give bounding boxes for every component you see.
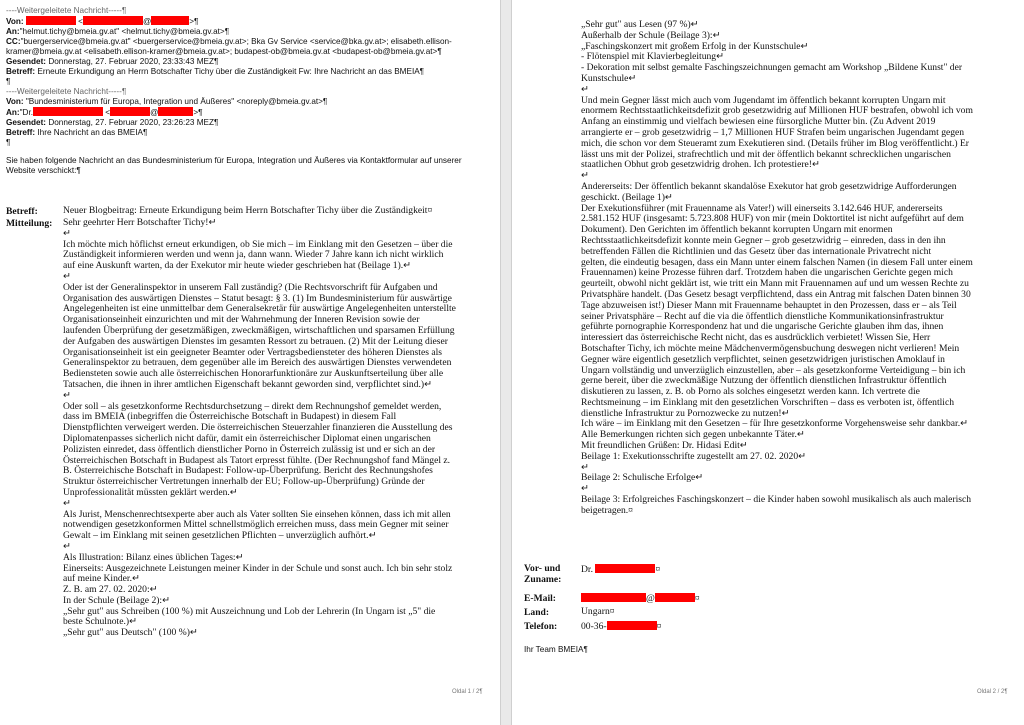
text-line: 2.581.152 HUF (insgesamt: 5.723.808 HUF) von mir (mein Doktortitel ist nicht aufgeführt auf dem — [581, 213, 964, 225]
text-line: Ungarn vollständig und unverzüglich einzustellen, aber – als gesetzkonforme Verteidigung – bin ich — [581, 364, 966, 376]
message-body-continued — [581, 20, 1011, 517]
text-line: Anfang an einstimmig und vielfach bewiesen eine fürsorgliche Mutter bin. (Zu Advent 2019 — [581, 116, 936, 128]
page-footer: Oldal 1 / 2¶ — [452, 689, 483, 695]
text-line: Ich wäre – im Einklang mit den Gesetzen – für Ihre gesetzkonforme Vorgehensweise sehr dankbar.↵ — [581, 418, 969, 430]
team-signature: Ihr Team BMEIA¶ — [524, 645, 588, 654]
text-line: Polizisten einredet, dass öffentlich dienstlicher Porno in Österreich zulässig ist und er sich an der — [63, 443, 436, 455]
text-line: B. Österreichische Botschaft in Budapest: Follow-up-Überprüfung. Bericht des Rechnungshofes — [63, 465, 433, 477]
text-line: gerne bereit, über die zweckmäßige Nutzung der öffentlich dienstlichen Infrastruktur öffentlich — [581, 375, 947, 387]
from-row: Von: < @ >¶ — [6, 17, 199, 26]
text-line: Mit freundlichen Grüßen: Dr. Hidasi Edit↵ — [581, 440, 748, 452]
text-line: beigetragen.¤ — [581, 504, 633, 516]
text-line: Z. B. am 27. 02. 2020:↵ — [63, 584, 158, 596]
text-line: „Sehr gut" aus Deutsch" (100 %)↵ — [63, 627, 198, 639]
text-line: Frauennamen) keine Prozesse führen darf. Trotzdem haben die ungarischen Gerichte gegen mich — [581, 267, 953, 279]
text-line: Österreichischen Botschaft in Budapest als Tatort erpresst fühlte. (Der Rechnungshof fand Mängel z. — [63, 454, 451, 466]
text-line: ↵ — [63, 270, 72, 282]
text-line: ↵ — [63, 227, 72, 239]
text-line: Beilage 1: Exekutionsschrifte zugestellt am 27. 02. 2020↵ — [581, 450, 807, 462]
text-line: ↵ — [63, 540, 72, 552]
text-line: Dokument). Den Gerichten im öffentlich bekannt korrupten Ungarn mit enormen — [581, 224, 893, 236]
text-line: Sehr geehrter Herr Botschafter Tichy!↵ — [63, 217, 217, 228]
cc-row-cont: kramer@bmeia.gv.at <elisabeth.ellison-kramer@bmeia.gv.at>; budapest-ob@bmeia.gv.at <budapest-ob@bmeia.gv.at>¶ — [6, 47, 442, 56]
text-line: notwendigen gesetzkonformen Mittel schnellstmöglich erreichen muss, dass mein Gegner mit seiner — [63, 519, 449, 531]
redaction — [110, 107, 150, 116]
text-line: Organisation des auswärtigen Dienstes – Statut besagt: § 3. (1) Im Bundesministerium für auswärtige — [63, 292, 452, 304]
text-line: Als Jurist, Menschenrechtsexperte aber auch als Vater sollten Sie einsehen können, dass ich mit allen — [63, 508, 451, 520]
text-line: „Sehr gut" aus Lesen (97 %)↵ — [581, 19, 699, 30]
document-page-2 — [512, 0, 1024, 725]
text-line: Generalinspektor zu betrauen, dem gegenüber alle im Bereich des auswärtigen Dienstes verwendeten — [63, 357, 452, 369]
redaction — [595, 564, 655, 573]
text-line: arrangierte er – grob gesetzwidrig – 1,7 Millionen HUF Strafen beim ungarischen Jugendamt gegen — [581, 126, 965, 138]
text-line: lässt uns mit der Polizei, strafrechtlich und mit der öffentlich bekannt schrecklichen ungarischen — [581, 148, 951, 160]
redaction — [581, 593, 646, 602]
text-line: Oder ist der Generalinspektor in unserem Fall zuständig? (Die Rechtsvorschrift für Aufgaben und — [63, 281, 438, 293]
text-line: diskutieren zu lassen, z. B. ob Porno als solches eingesetzt werden kann. Ich vertrete die — [581, 386, 920, 398]
from-row: Von: "Bundesministerium für Europa, Integration und Äußeres" <noreply@bmeia.gv.at>¶ — [6, 97, 328, 106]
text-line: Organisationseinheit einzurichten und mit der Wahrnehmung der Inneren Revision sowie der — [63, 314, 420, 326]
redaction — [158, 107, 193, 116]
redaction — [655, 593, 695, 602]
text-line: ↵ — [581, 483, 590, 495]
text-line: - Dekoration mit selbst gemalte Faschingszeichnungen gemacht am Workshop „Bildene Kunst" der — [581, 62, 963, 74]
text-line: Angelegenheiten ist eine unmittelbar dem Generalsekretär für auswärtige Angelegenheiten unterstellte — [63, 303, 456, 315]
text-line: Gewalt – im Einklang mit seinen gesetzlichen Pflichten – unverzüglich aufhört.↵ — [63, 530, 377, 542]
sent-row: Gesendet: Donnerstag, 27. Februar 2020, 23:26:23 MEZ¶ — [6, 118, 219, 127]
name-value: Dr. ¤ — [581, 564, 661, 575]
text-line: Tage abzuweisen ist!) Dieser Mann mit Frauenname behauptet in den Prozessen, dass er – als Teil — [581, 299, 957, 311]
text-line: ↵ — [63, 389, 72, 401]
text-line: staatlichen Obhut grob gesetzwidrig drohen. Ich protestiere!↵ — [581, 159, 821, 171]
text-line: Struktur österreichischer Vertretungen innerhalb der EU; Follow-up-Überprüfung) Gründe der — [63, 476, 425, 488]
text-line: Organisationseinheit ist ein geeigneter Beamter oder Vertragsbediensteter des höheren Dienstes als — [63, 346, 443, 358]
redaction — [33, 107, 103, 116]
text-line: enormem Rechtsstaatlichkeitsdefizit grob gesetzwidrig auf Millionen HUF bestrafen, obwohl ich vom — [581, 105, 973, 117]
text-line: Oder soll – als gesetzkonforme Rechtsdurchsetzung – direkt dem Rechnungshof gemeldet werden, — [63, 400, 442, 412]
text-line: Beilage 3: Erfolgreiches Faschingskonzert – die Kinder haben sowohl musikalisch als auch malerisch — [581, 494, 972, 506]
text-line: seiner Privatsphäre – Recht auf die via die öffentlich dienstliche Kommunikationsinfrastruktur — [581, 310, 944, 322]
text-line: ↵ — [581, 170, 590, 182]
text-line: Als Illustration: Bilanz eines üblichen Tages:↵ — [63, 551, 244, 563]
text-line: Kunstschule↵ — [581, 72, 637, 84]
sent-row: Gesendet: Donnerstag, 27. Februar 2020, 23:33:43 MEZ¶ — [6, 57, 219, 66]
page-footer: Oldal 2 / 2¶ — [977, 689, 1008, 695]
to-row: An:"Dr. < @ >¶ — [6, 108, 203, 117]
text-line: geschickt. (Beilage 1)↵ — [581, 191, 673, 203]
text-line: gelten, die eindeutig besagen, dass ein Mann unter einem falschen Namen (in diesem Fall unter einem — [581, 256, 973, 268]
text-line: Ich möchte mich höflichst erneut erkundigen, ob Sie mich – im Einklang mit den Gesetzen – über die — [63, 238, 453, 250]
text-line: Einerseits: Ausgezeichnete Leistungen meiner Kinder in der Schule und sonst auch. Ich bin sehr stolz — [63, 562, 453, 574]
text-line: laufenden Überprüfung der gesetzmäßigen, zweckmäßigen, wirtschaftlichen und sparsamen Erfüllung — [63, 324, 455, 336]
text-line: Der Exekutionsführer (mit Frauenname als Vater!) will einerseits 3.142.646 HUF, andererseits — [581, 202, 943, 214]
text-line: geführte pornographie Korrespondenz hat und die ungarische Gerichte glauben ihm das, ihnen — [581, 321, 944, 333]
text-line: Gegner wäre eigentlich gesetzlich verpflichtet, seinen gesetzwidrigen juristischen Amoklauf in — [581, 353, 945, 365]
message-body — [63, 218, 493, 639]
intro-text: Website verschickt:¶ — [6, 166, 81, 175]
subject-label: Betreff: — [6, 206, 38, 217]
redaction — [83, 16, 143, 25]
cc-row: CC:"buergerservice@bmeia.gv.at" <buergerservice@bmeia.gv.at>; Bka Gv Service <service@bka.gv.at>; elisabeth.ellison- — [6, 37, 452, 46]
country-label: Land: — [524, 607, 550, 618]
text-line: Zuständigkeit informieren werden und wenn ja, dann wann. Wieder 7 Jahre kann ich nicht wirklich — [63, 249, 444, 261]
contact-table — [524, 564, 579, 587]
text-line: auf meine Kinder.↵ — [63, 573, 141, 585]
email-value: @ ¤ — [581, 593, 700, 605]
forward-header: ----Weitergeleitete Nachricht-----¶ — [6, 87, 127, 96]
text-line: Dienstpflichten verweigert werden. Die österreichischen Steuerzahler finanzieren die Ausstellung des — [63, 422, 453, 434]
intro-text: Sie haben folgende Nachricht an das Bundesministerium für Europa, Integration und Äußeres via Kontaktformular auf unserer — [6, 156, 462, 165]
text-line: ↵ — [581, 461, 590, 473]
phone-value: 00-36- ¤ — [581, 621, 662, 632]
email-headers-1: ----Weitergeleitete Nachricht-----¶ Von: < @ >¶ An:"helmut.tichy@bmeia.gv.at" <helmut.tichy@bmeia.gv.at>¶ CC:"buergerservice@bmeia.gv.at" <buergerservice@bmeia.gv.at>; Bka Gv Service <service@bka.gv.at>; elisabeth.ellison- kramer@bmeia.gv.at <elisabeth.ellison-kramer@bmeia.gv.at>; budapest-ob@bmeia.gv.at <budapest-ob@bmeia.gv.at>¶ Gesendet: Donnerstag, 27. Februar 2020, 23:33:43 MEZ¶ Betreff: Erneute Erkundigung an Herrn Botschafter Tichy über die Zuständigkeit Fw: Ihre Nachricht an das BMEIA¶ ¶ ----Weitergeleitete Nachricht-----¶ Von: "Bundesministerium für Europa, Integration und Äußeres" <noreply@bmeia.gv.at>¶ An:"Dr. < @ >¶ Gesendet: Donnerstag, 27. Februar 2020, 23:26:23 MEZ¶ Betreff: Ihre Nachricht an das BMEIA¶ ¶ Sie haben folgende Nachricht an das Bundesministerium für Europa, Integration und Äußeres via Kontaktformular auf unserer Website verschickt:¶ — [6, 6, 462, 175]
text-line: der Aufgaben des auswärtigen Dienstes im gesamten Ressort zu betrauen. (2) Mit der Leitung dieser — [63, 335, 448, 347]
text-line: geurteilt, obwohl nicht geklärt ist, wie tritt ein Mann mit Frauennamen auf und um wessen Rechte zu — [581, 278, 969, 290]
text-line: beste Schulnote.)↵ — [63, 616, 138, 628]
text-line: Unprofessionalität müssten geklärt werden.↵ — [63, 486, 238, 498]
text-line: betreffenden Fällen die Richtlinien und das Gesetz über das internationale Privatrecht nicht — [581, 245, 932, 257]
text-line: dienstliche Infrastruktur zu Pornozwecke zu nutzen!↵ — [581, 407, 790, 419]
redaction — [26, 16, 76, 25]
to-row: An:"helmut.tichy@bmeia.gv.at" <helmut.tichy@bmeia.gv.at>¶ — [6, 27, 230, 36]
text-line: „Sehr gut" aus Schreiben (100 %) mit Auszeichnung und Lob der Lehrerin (In Ungarn ist „5" die — [63, 605, 436, 617]
subject-row: Betreff: Erneute Erkundigung an Herrn Botschafter Tichy über die Zuständigkeit Fw: Ihre Nachricht an das BMEIA¶ — [6, 67, 425, 76]
text-line: Botschafter Tichy, ich möchte meine Mädchenvermögensbuchung deswegen nicht verlieren! Mein — [581, 342, 960, 354]
redaction — [151, 16, 189, 25]
text-line: ↵ — [63, 497, 72, 509]
text-line: Alle Bemerkungen richten sich gegen unbekannte Täter.↵ — [581, 429, 805, 441]
text-line: Tatsachen, die ihnen in ihrer amtlichen Eigenschaft bekannt geworden sind, verpflichtet sind.)↵ — [63, 378, 433, 390]
message-label: Mitteilung: — [6, 218, 53, 229]
text-line: Bediensteten sowie auch alle österreichischen Honorarfunktionäre zur Auskunftserteilung über alle — [63, 368, 444, 380]
text-line: auf eine Auskunft warten, da der Exekutor mir heute wieder geschrieben hat (Beilage 1).↵ — [63, 260, 412, 272]
text-line: Diplomatenpasses sicherlich nicht dafür, damit ein österreichischer Diplomat einen ungarischen — [63, 432, 431, 444]
country-value: Ungarn¤ — [581, 606, 615, 617]
phone-label: Telefon: — [524, 621, 558, 632]
text-line: „Faschingskonzert mit großem Erfolg in der Kunstschule↵ — [581, 40, 809, 52]
subject-value: Neuer Blogbeitrag: Erneute Erkundigung beim Herrn Botschafter Tichy über die Zuständigkeit¤ — [63, 205, 433, 216]
text-line: Außerhalb der Schule (Beilage 3):↵ — [581, 29, 721, 41]
text-line: Privatsphäre handelt. (Das Gesetz besagt verpflichtend, dass ein Antrag mit falschen Daten binnen 30 — [581, 288, 971, 300]
text-line: Andererseits: Der öffentlich bekannt skandalöse Exekutor hat grob gesetzwidrige Aufforderungen — [581, 180, 957, 192]
text-line: mich, die schon vor dem Steueramt zum Exekutieren sind. (Details früher im Blog veröffentlicht.) Er — [581, 137, 969, 149]
text-line: Beilage 2: Schulische Erfolge↵ — [581, 472, 704, 484]
text-line: In der Schule (Beilage 2):↵ — [63, 594, 171, 606]
text-line: ↵ — [581, 83, 590, 95]
text-line: dass im BMEIA (inbegriffen die Österreichische Botschaft in Budapest) in diesem Fall — [63, 411, 397, 423]
text-line: - Flötenspiel mit Klavierbegleitung↵ — [581, 51, 725, 63]
forward-header: ----Weitergeleitete Nachricht-----¶ — [6, 6, 127, 15]
text-line: Und mein Gegner lässt mich auch vom Jugendamt im öffentlich bekannt korrupten Ungarn mit — [581, 94, 946, 106]
text-line: Rechtsmeinung – im Einklang mit den gesetzlichen Vorschriften – dass es verboten ist, öffentlich — [581, 396, 955, 408]
redaction — [607, 621, 657, 630]
name-label: Vor- und Zuname: — [524, 563, 562, 585]
text-line: interessiert das österreichische Recht nicht, das es ausdrücklich verbietet! Wissen Sie, Herr — [581, 332, 931, 344]
email-label: E-Mail: — [524, 593, 556, 604]
document-page-1 — [0, 0, 500, 725]
subject-row: Betreff: Ihre Nachricht an das BMEIA¶ — [6, 128, 148, 137]
text-line: Rechtsstaatlichkeitsdefizit konnte mein Gegner – grob gesetzwidrig – einreden, dass in den ihn — [581, 234, 946, 246]
